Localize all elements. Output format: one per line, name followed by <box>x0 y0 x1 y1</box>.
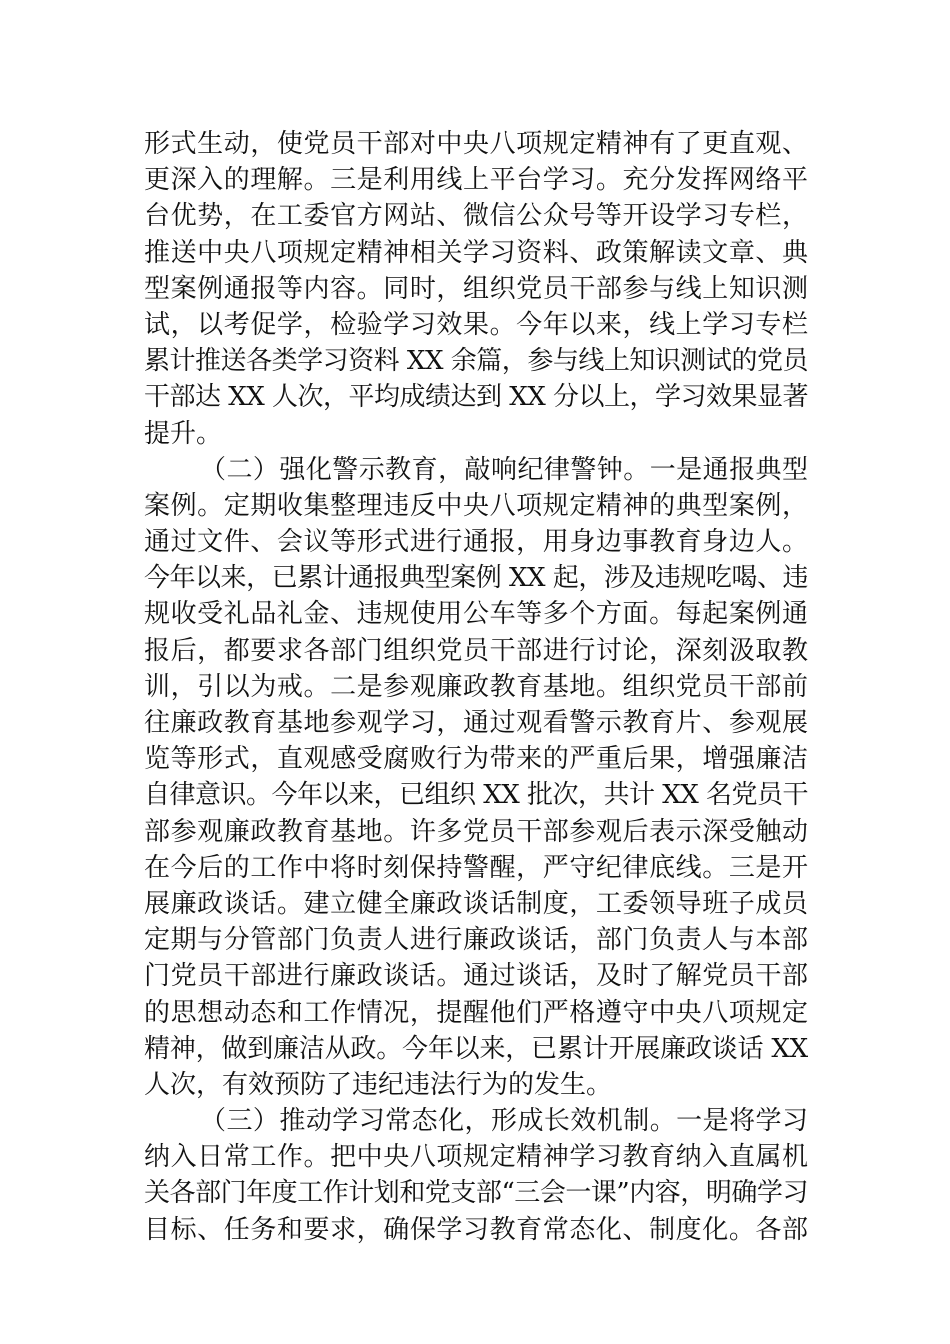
section-heading-line: （三）推动学习常态化，形成长效机制。一是将学习 <box>200 1106 808 1137</box>
text-line: 往廉政教育基地参观学习，通过观看警示教育片、参观展 <box>144 708 808 738</box>
text-line: 通过文件、会议等形式进行通报，用身边事教育身边人。 <box>144 527 808 558</box>
text-line: 推送中央八项规定精神相关学习资料、政策解读文章、典 <box>144 237 808 268</box>
text-line: 更深入的理解。三是利用线上平台学习。充分发挥网络平 <box>144 165 808 196</box>
text-line: 目标、任务和要求，确保学习教育常态化、制度化。各部 <box>144 1214 808 1245</box>
text-line: 规收受礼品礼金、违规使用公车等多个方面。每起案例通 <box>144 599 808 630</box>
text-line: 型案例通报等内容。同时，组织党员干部参与线上知识测 <box>144 273 808 304</box>
text-line: 干部达 XX 人次，平均成绩达到 XX 分以上，学习效果显著 <box>144 382 808 413</box>
text-line: 精神，做到廉洁从政。今年以来，已累计开展廉政谈话 XX <box>144 1033 808 1064</box>
text-line: 纳入日常工作。把中央八项规定精神学习教育纳入直属机 <box>144 1142 808 1173</box>
body-text <box>144 126 808 1248</box>
text-line: 人次，有效预防了违纪违法行为的发生。 <box>144 1069 613 1100</box>
text-line: 部参观廉政教育基地。许多党员干部参观后表示深受触动 <box>144 816 808 847</box>
text-line: 定期与分管部门负责人进行廉政谈话，部门负责人与本部 <box>144 925 808 956</box>
text-line: 训，引以为戒。二是参观廉政教育基地。组织党员干部前 <box>144 671 808 702</box>
text-line: 关各部门年度工作计划和党支部“三会一课”内容，明确学习 <box>144 1178 808 1209</box>
text-line: 门党员干部进行廉政谈话。通过谈话，及时了解党员干部 <box>144 961 808 992</box>
text-line: 提升。 <box>144 418 223 449</box>
text-line: 的思想动态和工作情况，提醒他们严格遵守中央八项规定 <box>144 997 808 1028</box>
text-line: 今年以来，已累计通报典型案例 XX 起，涉及违规吃喝、违 <box>144 563 808 594</box>
section-heading-line: （二）强化警示教育，敲响纪律警钟。一是通报典型 <box>200 454 808 485</box>
text-line: 自律意识。今年以来，已组织 XX 批次，共计 XX 名党员干 <box>144 780 808 811</box>
text-line: 案例。定期收集整理违反中央八项规定精神的典型案例， <box>144 490 808 521</box>
text-line: 报后，都要求各部门组织党员干部进行讨论，深刻汲取教 <box>144 635 808 666</box>
text-line: 在今后的工作中将时刻保持警醒，严守纪律底线。三是开 <box>144 852 808 883</box>
text-line: 试，以考促学，检验学习效果。今年以来，线上学习专栏 <box>144 309 808 340</box>
text-line: 览等形式，直观感受腐败行为带来的严重后果，增强廉洁 <box>144 744 808 775</box>
text-line: 形式生动，使党员干部对中央八项规定精神有了更直观、 <box>144 129 808 159</box>
text-line: 展廉政谈话。建立健全廉政谈话制度，工委领导班子成员 <box>144 888 808 919</box>
text-line: 台优势，在工委官方网站、微信公众号等开设学习专栏， <box>144 201 808 232</box>
text-line: 累计推送各类学习资料 XX 余篇，参与线上知识测试的党员 <box>144 346 808 377</box>
